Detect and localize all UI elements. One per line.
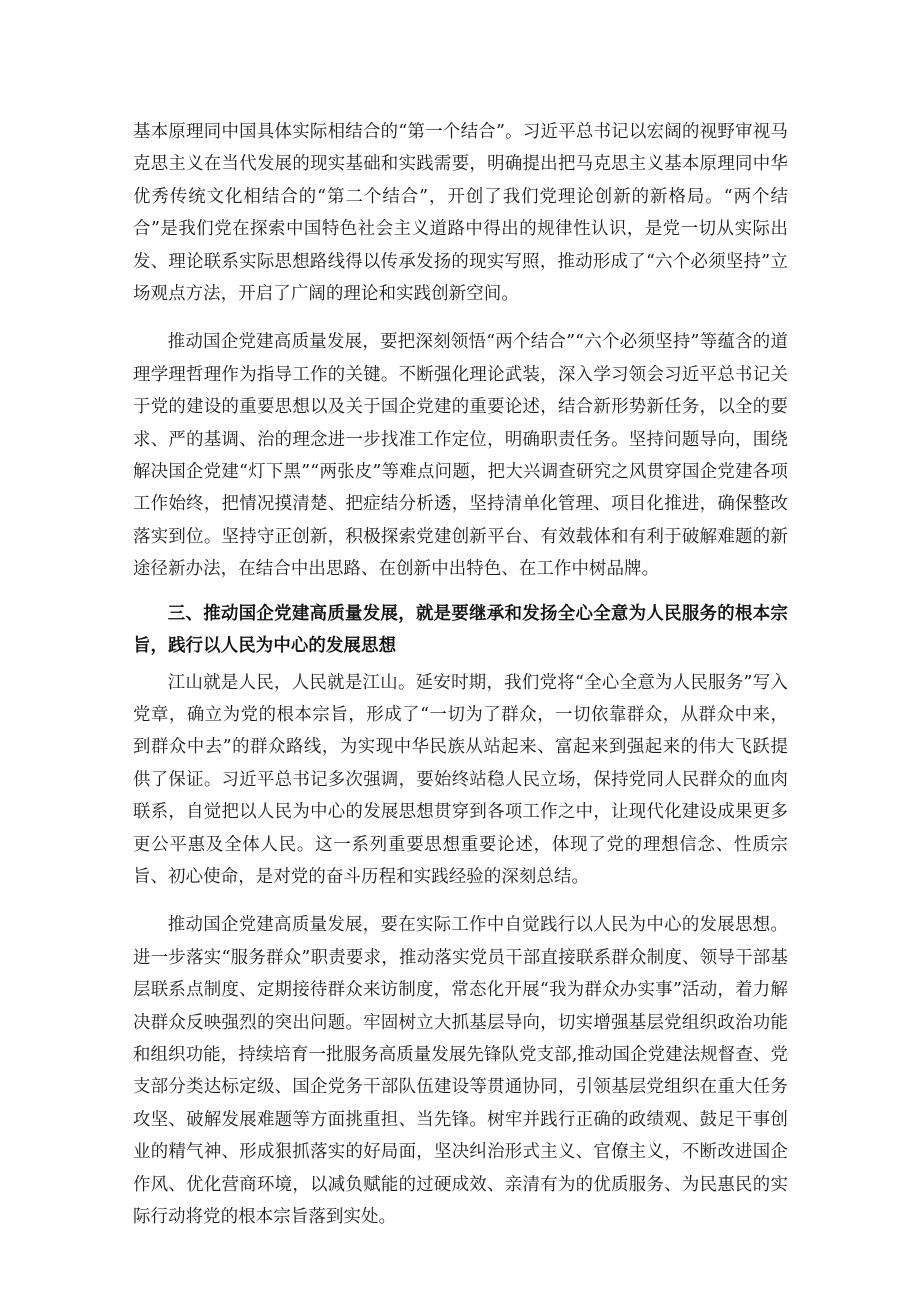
section-heading-3: 三、推动国企党建高质量发展，就是要继承和发扬全心全意为人民服务的根本宗旨，践行以人民为中心的发展思想 (133, 603, 788, 657)
document-body (133, 116, 788, 1233)
paragraph-2: 推动国企党建高质量发展，要把深刻领悟“两个结合”“六个必须坚持”等蕴含的道理学理哲理作为指导工作的关键。不断强化理论武装，深入学习领会习近平总书记关于党的建设的重要思想以及关于国企党建的重要论述，结合新形势新任务，以全的要求、严的基调、治的理念进一步找准工作定位，明确职责任务。坚持问题导向，围绕解决国企党建“灯下黑”“两张皮”等难点问题，把大兴调查研究之风贯穿国企党建各项工作始终，把情况摸清楚、把症结分析透，坚持清单化管理、项目化推进，确保整改落实到位。坚持守正创新，积极探索党建创新平台、有效载体和有利于破解难题的新途径新办法，在结合中出思路、在创新中出特色、在工作中树品牌。 (133, 332, 788, 580)
paragraph-1: 基本原理同中国具体实际相结合的“第一个结合”。习近平总书记以宏阔的视野审视马克思主义在当代发展的现实基础和实践需要，明确提出把马克思主义基本原理同中华优秀传统文化相结合的“第二个结合”，开创了我们党理论创新的新格局。“两个结合”是我们党在探索中国特色社会主义道路中得出的规律性认识，是党一切从实际出发、理论联系实际思想路线得以传承发扬的现实写照，推动形成了“六个必须坚持”立场观点方法，开启了广阔的理论和实践创新空间。 (133, 122, 788, 305)
paragraph-4: 推动国企党建高质量发展，要在实际工作中自觉践行以人民为中心的发展思想。进一步落实“服务群众”职责要求，推动落实党员干部直接联系群众制度、领导干部基层联系点制度、定期接待群众来访制度，常态化开展“我为群众办实事”活动，着力解决群众反映强烈的突出问题。牢固树立大抓基层导向，切实增强基层党组织政治功能和组织功能，持续培育一批服务高质量发展先锋队党支部,推动国企党建法规督查、党支部分类达标定级、国企党务干部队伍建设等贯通协同，引领基层党组织在重大任务攻坚、破解发展难题等方面挑重担、当先锋。树牢并践行正确的政绩观、鼓足干事创业的精气神、形成狠抓落实的好局面，坚决纠治形式主义、官僚主义，不断改进国企作风、优化营商环境，以减负赋能的过硬成效、亲清有为的优质服务、为民惠民的实际行动将党的根本宗旨落到实处。 (133, 915, 788, 1227)
paragraph-3: 江山就是人民，人民就是江山。延安时期，我们党将“全心全意为人民服务”写入党章，确立为党的根本宗旨，形成了“一切为了群众，一切依靠群众，从群众中来，到群众中去”的群众路线，为实现中华民族从站起来、富起来到强起来的伟大飞跃提供了保证。习近平总书记多次强调，要始终站稳人民立场，保持党同人民群众的血肉联系，自觉把以人民为中心的发展思想贯穿到各项工作之中，让现代化建设成果更多更公平惠及全体人民。这一系列重要思想重要论述，体现了党的理想信念、性质宗旨、初心使命，是对党的奋斗历程和实践经验的深刻总结。 (133, 672, 788, 887)
